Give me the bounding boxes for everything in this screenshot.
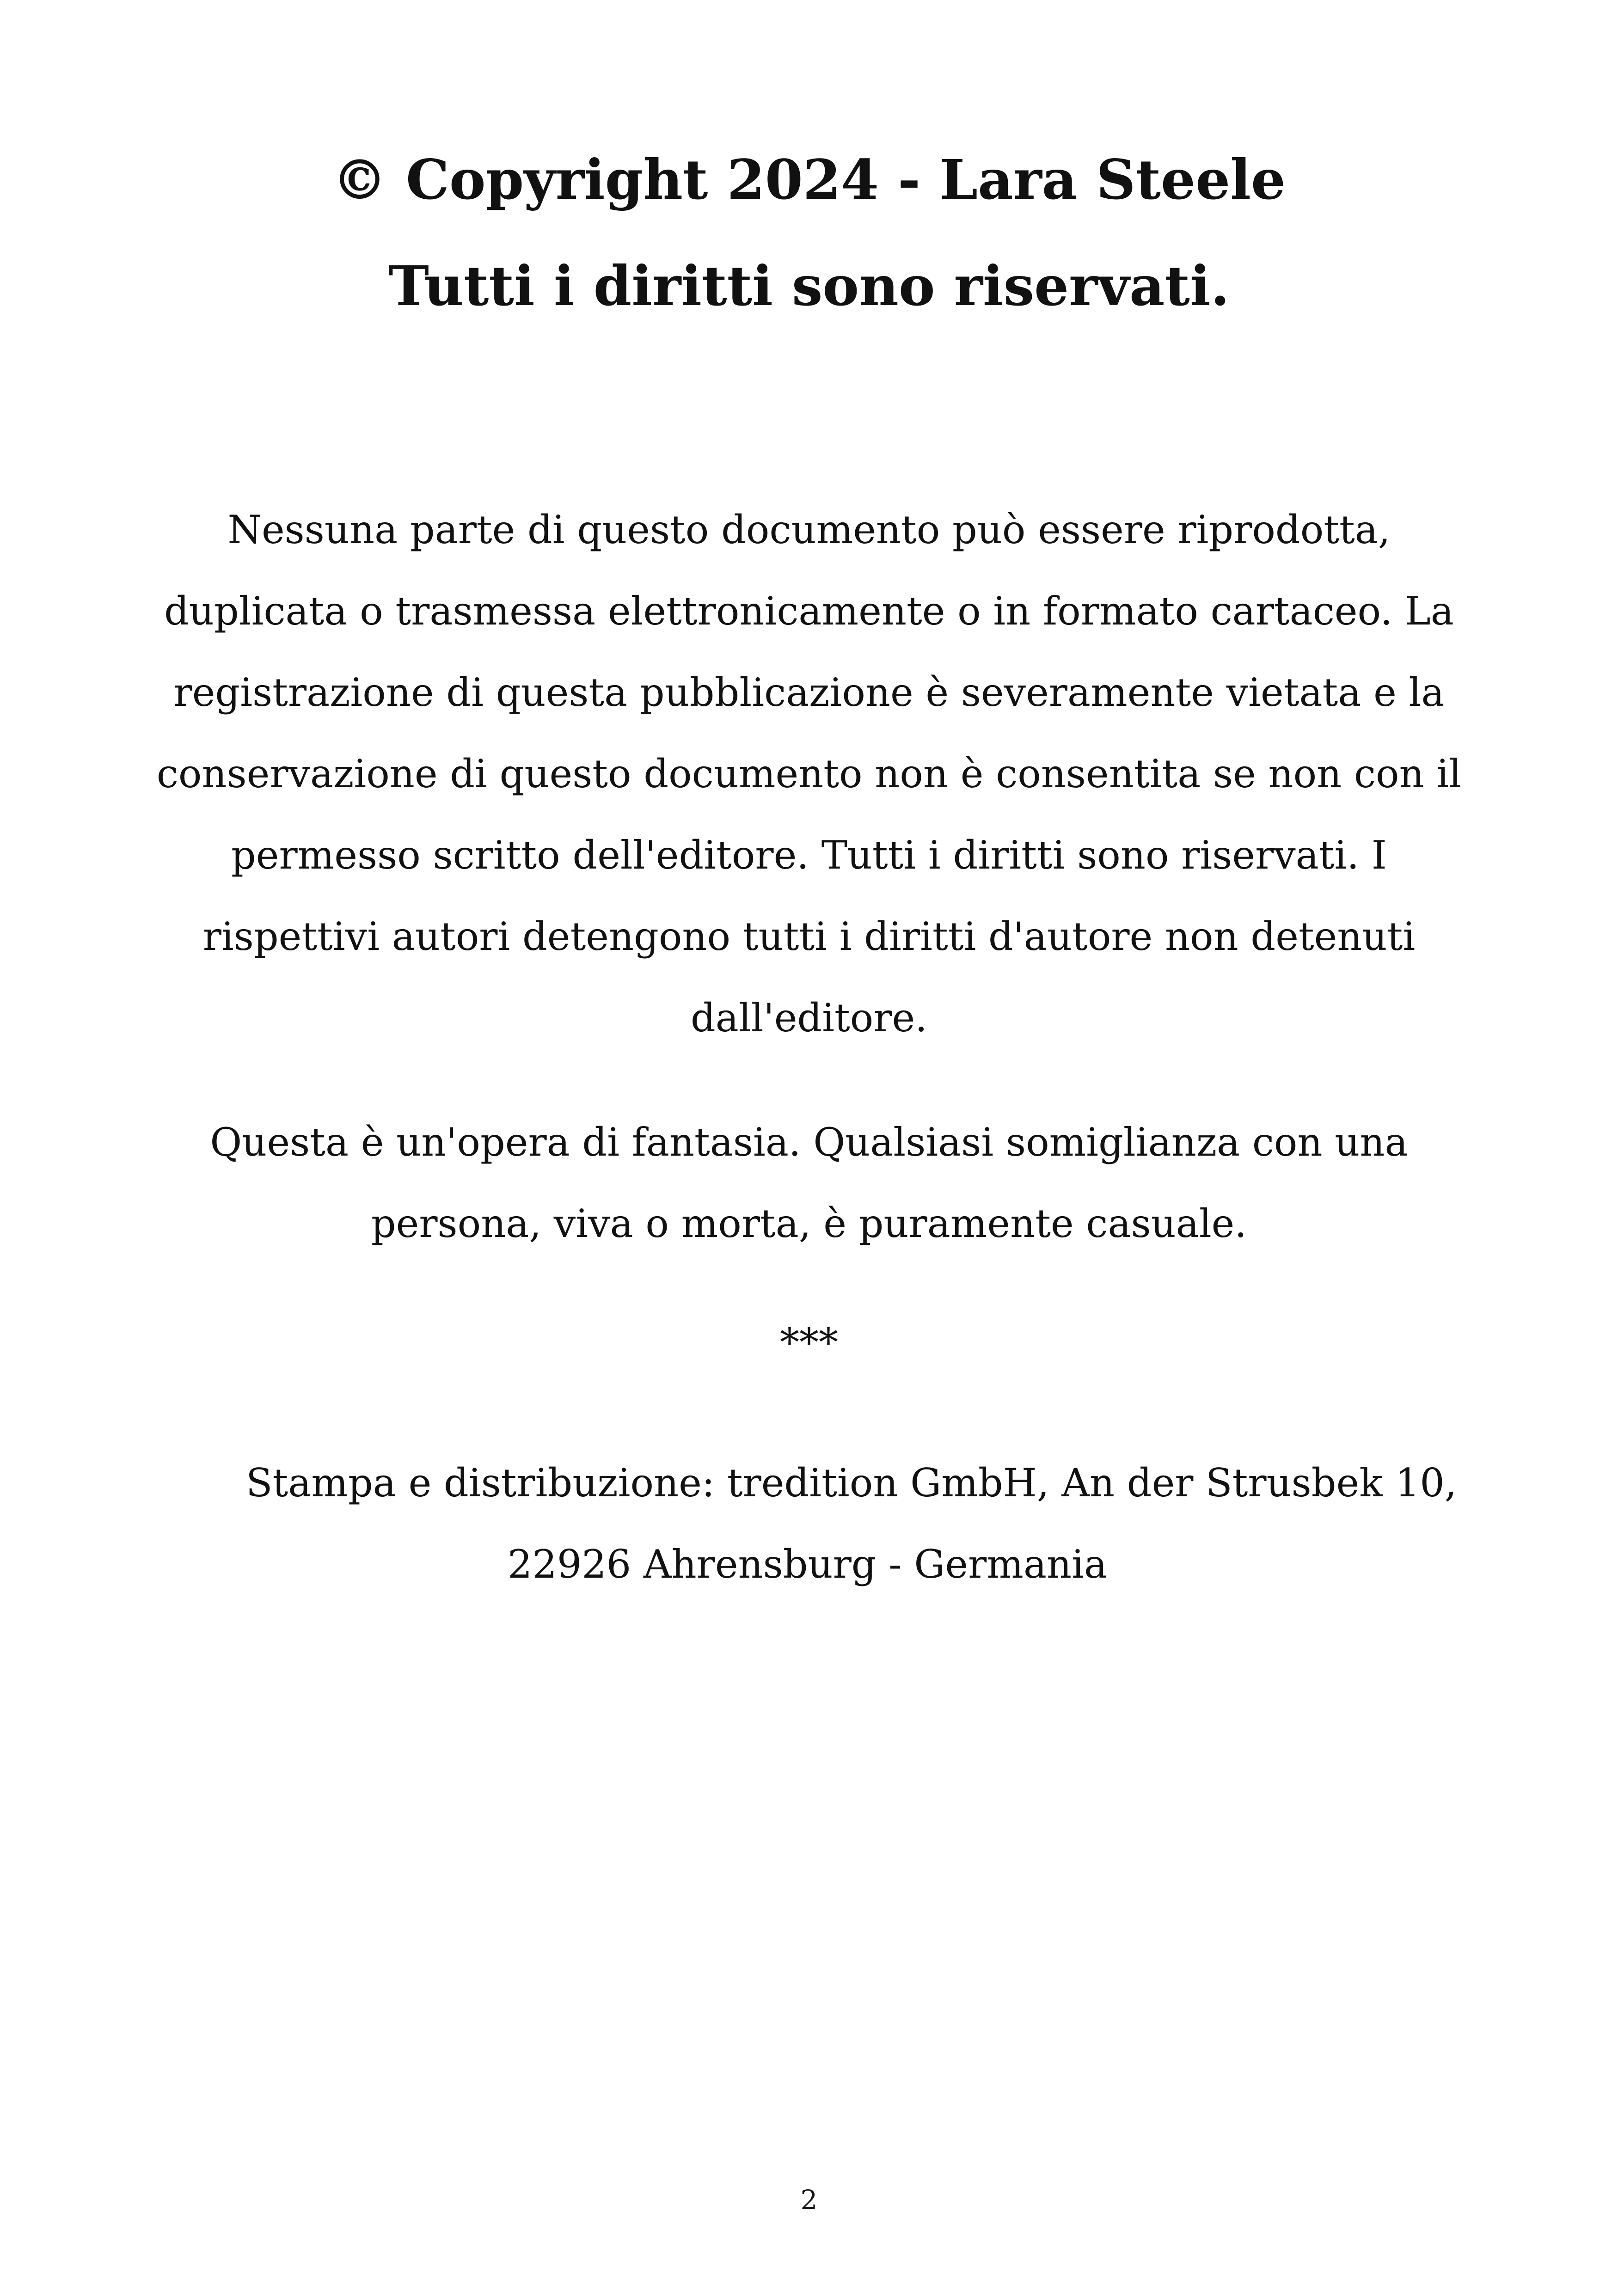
publisher-address-line: Stampa e distribuzione: tredition GmbH, An der Strusbek 10, <box>246 1460 1457 1506</box>
rights-reserved-heading: Tutti i diritti sono riservati. <box>388 254 1230 318</box>
paragraph-line: duplicata o trasmessa elettronicamente o in formato cartaceo. La <box>164 588 1454 634</box>
section-separator: *** <box>780 1320 838 1365</box>
paragraph-line: Questa è un'opera di fantasia. Qualsiasi somiglianza con una <box>210 1120 1408 1165</box>
paragraph-line: registrazione di questa pubblicazione è severamente vietata e la <box>173 670 1445 715</box>
paragraph-line: dall'editore. <box>691 995 927 1041</box>
legal-notice-paragraph <box>139 489 1479 1059</box>
page-number: 2 <box>800 2184 818 2216</box>
publisher-address-line: 22926 Ahrensburg - Germania <box>508 1542 1108 1587</box>
paragraph-line: permesso scritto dell'editore. Tutti i diritti sono riservati. I <box>231 833 1387 878</box>
paragraph-line: persona, viva o morta, è puramente casuale. <box>371 1201 1247 1246</box>
copyright-heading: © Copyright 2024 - Lara Steele <box>332 147 1286 212</box>
paragraph-line: conservazione di questo documento non è consentita se non con il <box>156 751 1462 796</box>
fiction-disclaimer-paragraph <box>139 1102 1479 1264</box>
paragraph-line: Nessuna parte di questo documento può essere riprodotta, <box>227 507 1391 552</box>
paragraph-line: rispettivi autori detengono tutti i diritti d'autore non detenuti <box>202 914 1416 959</box>
